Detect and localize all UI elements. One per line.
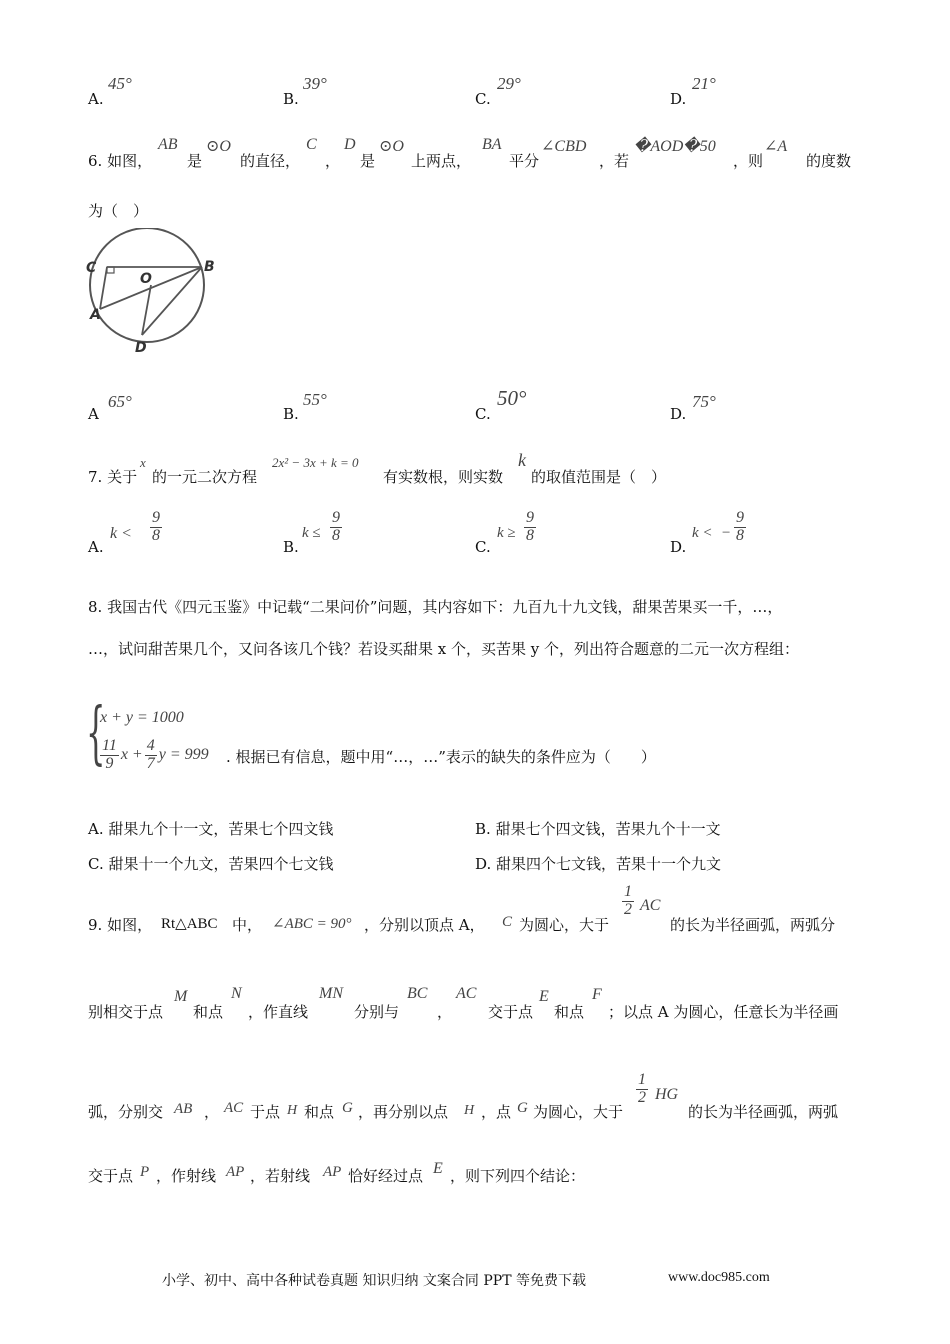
q6-text: 是	[360, 152, 376, 170]
q9-text: ，	[204, 1103, 220, 1121]
q6-option-b-label: B.	[283, 405, 299, 423]
option-text: 甜果四个七文钱，苦果十一个九文	[496, 855, 722, 873]
q6-ba: BA	[482, 136, 502, 153]
frac-den: 2	[638, 1088, 646, 1106]
q8-option-b	[475, 818, 721, 839]
q9-f: F	[592, 986, 602, 1003]
q6-text: 为（ ）	[88, 202, 149, 220]
q9-g: G	[342, 1100, 353, 1116]
frac-num: 11	[102, 737, 117, 754]
q9-text: 交于点	[88, 1167, 134, 1185]
q9-angle-abc: ∠ABC = 90°	[272, 916, 352, 932]
frac-num: 9	[736, 509, 744, 526]
q9-text: ，则下列四个结论：	[450, 1167, 586, 1185]
q7-option-c-lhs: k ≥	[497, 525, 516, 541]
frac-num: 1	[638, 1071, 646, 1088]
q6-text: 平分	[509, 152, 540, 170]
q9-text: 弧，分别交	[88, 1103, 164, 1121]
q6-text: ，若	[599, 152, 630, 170]
q5-option-d-value: 21°	[692, 74, 716, 93]
option-text: 甜果九个十一文，苦果七个四文钱	[108, 820, 334, 838]
q9-text: 的长为半径画弧，两弧分	[670, 916, 836, 934]
q9-text: ，	[437, 1003, 453, 1021]
q9-ab: AB	[174, 1101, 193, 1117]
q7-text: 有实数根，则实数	[383, 468, 504, 486]
q9-text: 于点	[250, 1103, 281, 1121]
q9-text: ，若射线	[250, 1167, 311, 1185]
q9-text: ，分别以顶点 A，	[364, 916, 485, 934]
q6-text: 上两点，	[411, 152, 472, 170]
option-label: D.	[475, 855, 492, 873]
option-text: 甜果十一个九文，苦果四个七文钱	[108, 855, 334, 873]
q9-h: H	[464, 1103, 475, 1118]
frac-num: 1	[624, 883, 632, 900]
q9-text: 和点	[304, 1103, 335, 1121]
q9-text: 别相交于点	[88, 1003, 164, 1021]
q7-k: k	[518, 450, 526, 470]
q5-option-c-label: C.	[475, 90, 491, 108]
q9-text: 和点	[193, 1003, 224, 1021]
q9-ac: AC	[456, 985, 477, 1002]
q8-option-a	[88, 818, 333, 839]
q9-text: ，作直线	[248, 1003, 309, 1021]
q7-equation: 2x² − 3x + k = 0	[272, 455, 359, 470]
q8-line-2: …，试问甜苦果几个，又问各该几个钱？若设买甜果 x 个，买苦果 y 个，列出符合题意的二元一次方程组：	[88, 640, 800, 658]
q6-angle-a: ∠A	[764, 138, 788, 155]
q6-text: ，	[325, 152, 341, 170]
frac-den: 9	[105, 754, 114, 772]
q9-p: P	[140, 1164, 150, 1180]
q6-circle-o: ⊙O	[206, 138, 231, 155]
q9-ac: AC	[640, 897, 661, 914]
q6-option-d-value: 75°	[692, 392, 716, 411]
q9-e: E	[433, 1160, 443, 1177]
frac-den: 7	[146, 754, 155, 772]
q9-text: 为圆心，大于	[519, 916, 610, 934]
q6-option-c-value: 50°	[497, 386, 527, 410]
q7-option-b-label: B.	[283, 538, 299, 556]
q7-option-b-lhs: k ≤	[302, 525, 321, 541]
q9-h: H	[287, 1103, 298, 1118]
q9-c: C	[502, 914, 513, 930]
option-label: C.	[88, 855, 104, 873]
frac-num: 9	[526, 509, 534, 526]
figure-label-d: D	[135, 340, 147, 356]
figure-label-o: O	[140, 271, 152, 287]
q7-text: 的取值范围是（ ）	[531, 468, 667, 486]
q9-half-frac-1	[620, 884, 636, 919]
q9-e: E	[539, 988, 549, 1005]
q9-bc: BC	[407, 985, 428, 1002]
q9-g: G	[517, 1100, 528, 1116]
q7-option-c-label: C.	[475, 538, 491, 556]
q9-text: 和点	[554, 1003, 585, 1021]
q8-line-1: 8. 我国古代《四元玉鉴》中记载“二果问价”问题，其内容如下：九百九十九文钱，甜果苦果买一千，…，	[88, 598, 783, 616]
q7-option-b-frac	[328, 510, 344, 545]
footer-text: 小学、初中、高中各种试卷真题 知识归纳 文案合同 PPT 等免费下载	[162, 1273, 586, 1289]
q5-option-b-label: B.	[283, 90, 299, 108]
q6-option-a-value: 65°	[108, 392, 132, 411]
q5-option-c-value: 29°	[497, 74, 521, 93]
q6-d: D	[344, 136, 356, 153]
q9-ac: AC	[224, 1100, 244, 1116]
q6-option-a-label: A	[88, 405, 99, 423]
q9-text: 分别与	[354, 1003, 400, 1021]
q9-text: ，再分别以点	[358, 1103, 449, 1121]
frac-den: 2	[624, 900, 632, 918]
q6-angle-cbd: ∠CBD	[541, 138, 587, 155]
frac-num: 9	[332, 509, 340, 526]
q6-option-b-value: 55°	[303, 390, 327, 409]
q7-x: x	[140, 455, 146, 470]
q9-hg: HG	[655, 1086, 679, 1103]
q5-option-b-value: 39°	[303, 74, 327, 93]
q7-option-d-lhs: k <	[692, 525, 713, 541]
frac-den: 8	[152, 526, 160, 544]
q7-option-a-lhs: k <	[110, 525, 132, 542]
q6-text: 6. 如图，	[88, 152, 153, 170]
q9-rt-triangle: Rt△ABC	[161, 916, 218, 932]
q7-option-d-sign: −	[721, 525, 732, 541]
figure-chord-ca	[100, 267, 107, 309]
q9-ap: AP	[226, 1164, 245, 1180]
frac-den: 8	[736, 526, 744, 544]
q6-text: 是	[187, 152, 203, 170]
q7-text: 的一元二次方程	[152, 468, 258, 486]
q9-mn: MN	[319, 985, 343, 1002]
q6-text: 的直径，	[240, 152, 301, 170]
q9-n: N	[231, 985, 242, 1002]
frac-num: 9	[152, 509, 160, 526]
q6-option-d-label: D.	[670, 405, 687, 423]
q9-text: 中，	[232, 916, 263, 934]
q7-option-a-label: A.	[88, 538, 104, 556]
q9-text: 为圆心，大于	[533, 1103, 624, 1121]
frac-num: 4	[146, 737, 155, 754]
q6-ab: AB	[158, 136, 178, 153]
q6-option-c-label: C.	[475, 405, 491, 423]
q9-half-frac-2	[634, 1072, 650, 1107]
q8-eq2	[98, 738, 209, 773]
q7-text: 7. 关于	[88, 468, 138, 486]
q6-c: C	[306, 136, 317, 153]
figure-label-b: B	[204, 259, 215, 275]
q6-text: 的度数	[806, 152, 852, 170]
q6-aod: �AOD�50	[634, 138, 716, 155]
q8-eq2-end: y = 999	[158, 745, 209, 763]
option-label: A.	[88, 820, 104, 838]
q9-text: 恰好经过点	[348, 1167, 424, 1185]
frac-den: 8	[332, 526, 340, 544]
figure-label-a: A	[90, 307, 101, 323]
q9-text: 9. 如图，	[88, 916, 153, 934]
q7-option-c-frac	[522, 510, 538, 545]
option-label: B.	[475, 820, 491, 838]
q8-brace: {	[86, 694, 106, 773]
q8-tail: . 根据已有信息，题中用“…，…”表示的缺失的条件应为（ ）	[226, 748, 656, 766]
q8-eq2-mid: x +	[120, 745, 143, 763]
q5-option-d-label: D.	[670, 90, 687, 108]
q6-circle-o: ⊙O	[379, 138, 404, 155]
q6-figure	[84, 228, 224, 356]
q5-option-a-value: 45°	[108, 74, 132, 93]
q9-m: M	[174, 988, 188, 1005]
q9-text: 的长为半径画弧，两弧	[688, 1103, 839, 1121]
frac-den: 8	[526, 526, 534, 544]
figure-label-c: C	[86, 260, 97, 276]
q5-option-a-label: A.	[88, 90, 104, 108]
q9-text: ，作射线	[156, 1167, 217, 1185]
q9-ap: AP	[323, 1164, 342, 1180]
footer-link[interactable]: www.doc985.com	[668, 1270, 770, 1285]
option-text: 甜果七个四文钱，苦果九个十一文	[495, 820, 721, 838]
q9-text: 交于点	[488, 1003, 534, 1021]
q7-option-d-label: D.	[670, 538, 687, 556]
q9-text: ；以点 A 为圆心，任意长为半径画	[608, 1003, 839, 1021]
q8-eq1: x + y = 1000	[100, 709, 184, 726]
q7-option-a-frac	[148, 510, 164, 545]
q9-text: ，点	[481, 1103, 512, 1121]
q8-option-d	[475, 853, 721, 874]
q8-option-c	[88, 853, 334, 874]
q7-option-d-frac	[732, 510, 748, 545]
q6-text: ，则	[733, 152, 764, 170]
